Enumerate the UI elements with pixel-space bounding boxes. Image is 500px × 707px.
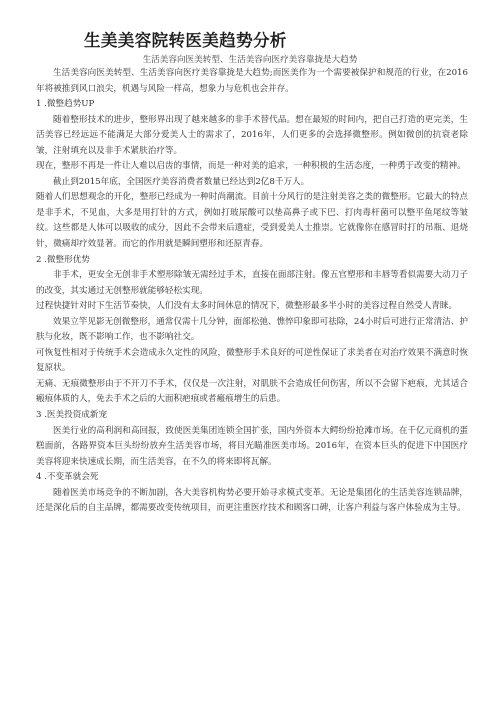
section-heading: 1 .微整趋势UP xyxy=(36,99,95,110)
document-subtitle: 生活美容向医美转型、生活美容向医疗美容靠拢是大趋势 xyxy=(142,55,358,65)
paragraph: 无痛、无痕微整形由于不开刀不手术，仅仅是一次注射，对肌肤不会造成任何伤害，所以不会留下疤痕，尤其适合瘢痕体质的人，免去手术之后的大面积疤痕或者瘢痕增生的后患。 xyxy=(36,378,468,405)
paragraph: 现在，整形不再是一件让人难以启齿的事情，而是一种对美的追求，一种积极的生活态度，一种勇于改变的精神。 xyxy=(36,161,466,172)
paragraph: 随着整形技术的进步，整形界出现了越来越多的非手术替代品。想在最短的时间内，把自己打造的更完美，生活美容已经远远不能满足大部分爱美人士的需求了，2016年，人们更多的会选择微整形。例如微创的抗衰老除皱，注射填充以及非手术紧肤治疗等。 xyxy=(36,114,468,156)
document-body xyxy=(36,66,468,517)
document-title: 生美美容院转医美趋势分析 xyxy=(84,31,287,50)
paragraph: 随着人们思想观念的开化，整形已经成为一种时尚潮流。目前十分风行的是注射美容之类的微整形。它最大的特点是非手术，不见血，大多是用打针的方式，例如打玻尿酸可以垫高鼻子或下巴、打肉毒杆菌可以整平鱼尾纹等皱纹。这些都是人体可以吸收的成分，因此不会带来后遗症，受到爱美人士推崇。它就像你在感冒时打的吊瓶、退烧针，微痛却疗效显著。而它的作用就是瞬间塑形和还原青春。 xyxy=(36,192,468,250)
paragraph: 效果立竿见影无创微整形，通常仅需十几分钟，面部松弛、憔悴印象即可祛除，24小时后可进行正常清洁、护肤与化妆，既不影响工作，也不影响社交。 xyxy=(36,316,468,343)
section-heading: 2 .微整形优势 xyxy=(36,254,90,265)
paragraph: 非手术，更安全无创非手术塑形除皱无需经过手术，直接在面部注射。像五官塑形和丰唇等看似需要大动刀子的改变，其实通过无创整形就能够轻松实现。 xyxy=(36,270,468,296)
paragraph: 随着医美市场竞争的不断加剧，各大美容机构势必要开始寻求模式变革。无论是集团化的生活美容连锁品牌，还是深化后的自主品牌，都需要改变传统项目，而更注重医疗技术和顾客口碑，让客户利益与客户体验成为主导。 xyxy=(36,487,468,514)
section-heading: 3 .医美投资成新宠 xyxy=(36,410,108,421)
paragraph: 截止到2015年底，全国医疗美容消费者数量已经达到2亿8千万人。 xyxy=(53,176,310,187)
paragraph: 过程快捷针对时下生活节奏快，人们没有太多时间休息的情况下，微整形最多半小时的美容过程自然受人青睐。 xyxy=(36,301,458,312)
section-heading: 4 .不变革就会死 xyxy=(36,472,99,483)
intro-paragraph: 生活美容向医美转型、生活美容向医疗美容靠拢是大趋势;而医美作为一个需要被保护和规范的行业，在2016年将被推到风口浪尖，机遇与风险一样高，想象力与危机也会并存。 xyxy=(36,68,468,94)
paragraph: 可恢复性相对于传统手术会造成永久定性的风险，微整形手术良好的可逆性保证了求美者在对治疗效果不满意时恢复原状。 xyxy=(36,347,468,374)
paragraph: 医美行业的高利润和高回报，致使医美集团连锁全国扩张，国内外资本大鳄纷纷抢滩市场。在千亿元商机的蛋糕面前，各路界资本巨头纷纷放弃生活美容市场，将目光瞄准医美市场。2016年，在资本巨头的促进下中国医疗美容将迎来快速成长期，而生活美容，在不久的将来即将瓦解。 xyxy=(36,425,468,467)
